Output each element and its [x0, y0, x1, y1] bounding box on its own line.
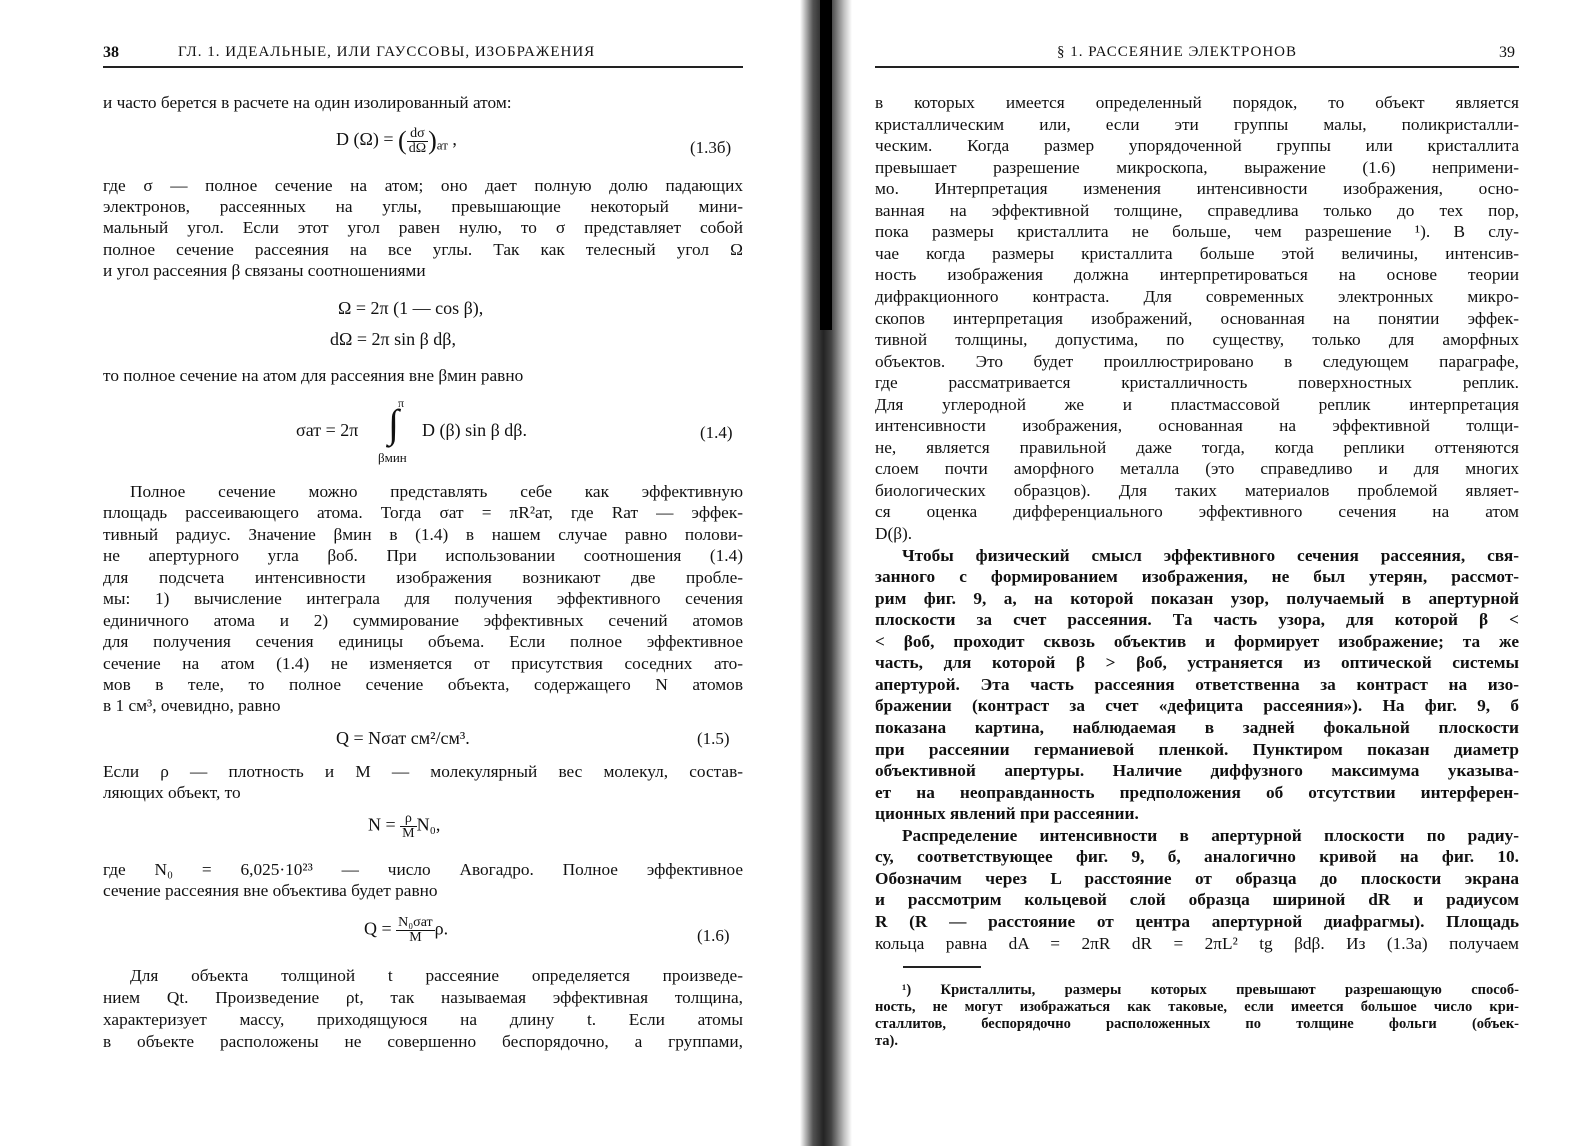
- text-line: и часто берется в расчете на один изолированный атом:: [103, 93, 512, 112]
- text-line: Если ρ — плотность и M — молекулярный вес молекул, состав-: [103, 762, 743, 781]
- text-line: < βоб, проходит сквозь объектив и формирует изображение; та же: [875, 631, 1519, 651]
- equation-1-4-lhs: σат = 2π: [296, 420, 359, 440]
- footnote-line: ¹) Кристаллиты, размеры которых превышают разрешающую способ-: [902, 982, 1519, 998]
- header-rule: [875, 66, 1519, 68]
- text-line: превышает разрешение микроскопа, выражение (1.6) непримени-: [875, 157, 1519, 177]
- text-line: объективной апертуры. Наличие диффузного максимума указыва-: [875, 761, 1519, 781]
- text-line: в объекте расположены не совершенно беспорядочно, а группами,: [103, 1032, 743, 1051]
- text-line: электронов, рассеянных на углы, превышающие некоторый мини-: [103, 197, 743, 216]
- text-line: Для объекта толщиной t рассеяние определяется произведе-: [130, 966, 743, 985]
- text-line: плоскости за счет рассеяния. Та часть узора, для которой β <: [875, 610, 1519, 630]
- text-line: ет на неоправданность предположения об отсутствии интерферен-: [875, 782, 1519, 802]
- text-line: мо. Интерпретация изменения интенсивности изображения, осно-: [875, 179, 1519, 199]
- text-line: и рассмотрим кольцевой слой образца шириной dR и радиусом: [875, 890, 1519, 910]
- text-line: Обозначим через L расстояние от образца до плоскости экрана: [875, 868, 1519, 888]
- text-line: ность изображения должна интерпретироваться на основе теории: [875, 265, 1519, 285]
- text-line: полное сечение рассеяния на все углы. Так как телесный угол Ω: [103, 240, 743, 259]
- text-line: то полное сечение на атом для рассеяния вне βмин равно: [103, 366, 524, 385]
- text-line: часть, для которой β > βоб, устраняется из оптической системы: [875, 653, 1519, 673]
- page-number: 38: [103, 44, 119, 61]
- text-line: R (R — расстояние от центра апертурной диафрагмы). Площадь: [875, 911, 1519, 931]
- text-line: площадь рассеивающего атома. Тогда σат = πR²ат, где Rат — эффек-: [103, 503, 743, 522]
- text-line: для подсчета интенсивности изображения возникают две пробле-: [103, 568, 743, 587]
- text-line: дифракционного контраста. Для современных электронных микро-: [875, 287, 1519, 306]
- text-line: чае когда размеры кристаллита больше этой величины, интенсив-: [875, 243, 1519, 263]
- text-line: биологических образцов). Для таких материалов проблемой являет-: [875, 480, 1519, 500]
- text-line: пока размеры кристаллита не больше, чем разрешение ¹). В слу-: [875, 222, 1519, 242]
- text-line: кристаллическим или, если эти группы малы, поликристалли-: [875, 114, 1519, 134]
- header-rule: [103, 66, 743, 68]
- text-line: рим фиг. 9, а, на которой показан узор, получаемый в апертурной: [875, 588, 1519, 608]
- integral-upper-limit: π: [398, 396, 405, 410]
- text-line: в которых имеется определенный порядок, то объект является: [875, 93, 1519, 112]
- text-line: ческим. Когда размер упорядоченной группы или кристаллита: [875, 136, 1519, 156]
- footnote-rule: [903, 966, 981, 968]
- text-line: тивной толщины, допустима, по существу, только для аморфных: [875, 330, 1519, 350]
- text-line: скопов интерпретация изображений, основанная на понятии эффек-: [875, 308, 1519, 328]
- text-line: Полное сечение можно представлять себе как эффективную: [130, 482, 743, 501]
- equation-domega: dΩ = 2π sin β dβ,: [330, 329, 456, 349]
- text-line: ционных явлений при рассеянии.: [875, 804, 1139, 824]
- text-line: D(β).: [875, 524, 913, 543]
- equation-number: (1.6): [697, 926, 730, 945]
- integral-sign: ∫: [388, 401, 399, 446]
- text-line: тивный радиус. Значение βмин в (1.4) в нашем случае равно полови-: [103, 525, 743, 544]
- text-line: мы: 1) вычисление интеграла для получения эффективного сечения: [103, 589, 743, 608]
- text-line: Чтобы физический смысл эффективного сечения рассеяния, свя-: [902, 545, 1519, 565]
- text-line: где σ — полное сечение на атом; оно дает полную долю падающих: [103, 176, 743, 195]
- text-line: Для углеродной же и пластмассовой реплик интерпретация: [875, 394, 1519, 414]
- text-line: сечение на атом (1.4) не изменяется от присутствия соседних ато-: [103, 654, 743, 673]
- text-line: характеризует массу, приходящуюся на длину t. Если атомы: [103, 1010, 743, 1029]
- equation-1-5: Q = Nσат см²/см³.: [336, 728, 470, 748]
- equation-omega: Ω = 2π (1 — cos β),: [338, 298, 484, 318]
- text-line: интенсивности изображения, основанная на эффективной толщи-: [875, 416, 1519, 436]
- equation-avogadro: N = $\frac{\rho}{M}$ N₀,: [368, 811, 441, 841]
- running-header: ГЛ. 1. ИДЕАЛЬНЫЕ, ИЛИ ГАУССОВЫ, ИЗОБРАЖЕНИЯ: [178, 44, 596, 60]
- text-line: ся оценка дифференциального эффективного сечения на атом: [875, 502, 1519, 522]
- text-line: где N₀ = 6,025·10²³ — число Авогадро. Полное эффективное: [103, 860, 743, 879]
- text-line: и угол рассеяния β связаны соотношениями: [103, 261, 426, 280]
- footnote-line: ность, не могут изображаться как таковые, если имеется большое число кри-: [875, 999, 1519, 1015]
- text-line: ванная на эффективной толщине, справедлива только до тех пор,: [875, 200, 1519, 220]
- text-line: показана картина, наблюдаемая в задней фокальной плоскости: [875, 718, 1519, 737]
- text-line: слоем почти аморфного металла (это справедливо и для многих: [875, 459, 1519, 479]
- text-line: не апертурного угла βоб. При использовании соотношения (1.4): [103, 546, 743, 565]
- text-line: су, соответствующее фиг. 9, б, аналогично кривой на фиг. 10.: [875, 847, 1519, 867]
- equation-1-6: Q = $\frac{\text{N₀σат}}{M}$ ρ.: [364, 915, 449, 945]
- text-line: при рассеянии германиевой пленкой. Пунктиром показан диаметр: [875, 739, 1519, 759]
- text-line: кольца равна dA = 2πR dR = 2πL² tg βdβ. Из (1.3а) получаем: [875, 933, 1519, 953]
- text-line: мов в теле, то полное сечение объекта, содержащего N атомов: [103, 675, 743, 694]
- text-line: бражении (контраст за счет «дефицита рассеяния»). На фиг. 9, б: [875, 696, 1519, 716]
- text-line: единичного атома и 2) суммирование эффективных сечений атомов: [103, 611, 743, 630]
- text-line: в 1 см³, очевидно, равно: [103, 696, 281, 715]
- equation-1-4-rhs: D (β) sin β dβ.: [422, 420, 527, 440]
- text-line: мальный угол. Если этот угол равен нулю, то σ представляет собой: [103, 218, 743, 237]
- text-line: ляющих объект, то: [103, 783, 241, 802]
- page-number: 39: [1499, 44, 1515, 61]
- running-header: § 1. РАССЕЯНИЕ ЭЛЕКТРОНОВ: [1057, 44, 1298, 60]
- right-page: [785, 0, 1571, 1146]
- text-line: занного с формированием изображения, не был утерян, рассмот-: [875, 567, 1519, 587]
- equation-number: (1.3б): [690, 138, 732, 157]
- integral-lower-limit: βмин: [378, 450, 407, 465]
- footnote-line: сталлитов, беспорядочно расположенных по толщине фольги (объек-: [875, 1016, 1519, 1032]
- text-line: где рассматривается кристалличность поверхностных реплик.: [875, 373, 1519, 393]
- text-line: Распределение интенсивности в апертурной плоскости по радиу-: [902, 825, 1519, 845]
- left-page: [0, 0, 785, 1146]
- footnote-line: та).: [875, 1033, 899, 1049]
- text-line: объектов. Это будет проиллюстрировано в следующем параграфе,: [875, 351, 1519, 371]
- text-line: сечение рассеяния вне объектива будет равно: [103, 881, 438, 900]
- equation-number: (1.4): [700, 423, 733, 442]
- equation-1-3b: D (Ω) = ( $\frac{d\sigma}{d\Omega}$ )$_{ат}$ ,: [336, 125, 457, 156]
- text-line: не, является правильной даже тогда, когда реплики оттеняются: [875, 437, 1519, 457]
- text-line: апертурой. Эта часть рассеяния ответственна за контраст на изо-: [875, 674, 1519, 694]
- text-line: для получения сечения единицы объема. Если полное эффективное: [103, 632, 743, 651]
- equation-number: (1.5): [697, 729, 730, 748]
- text-line: нием Qt. Произведение ρt, так называемая эффективная толщина,: [103, 988, 743, 1007]
